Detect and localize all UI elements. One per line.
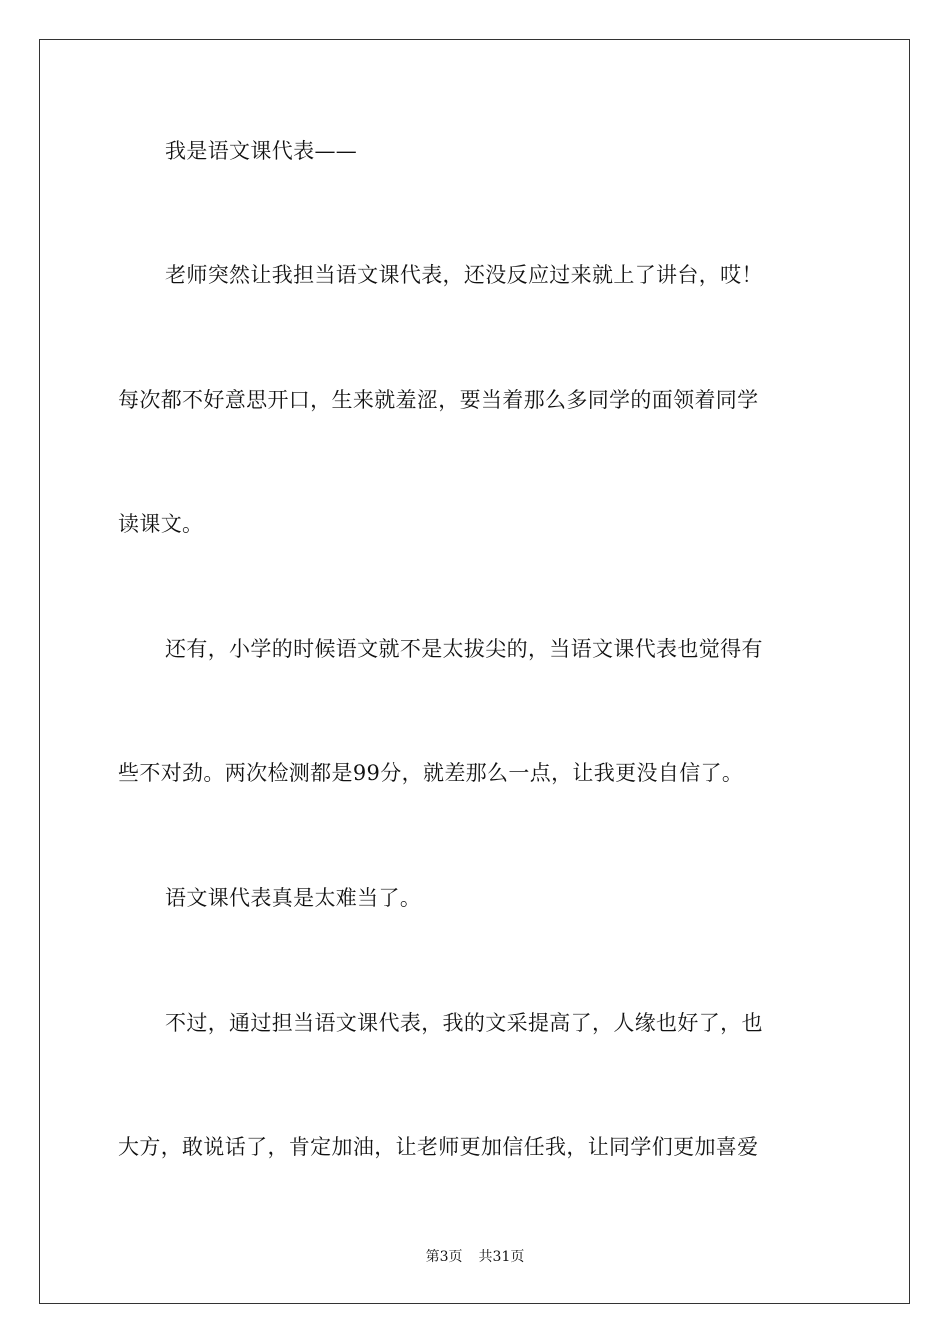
- page-border: [39, 39, 910, 1304]
- text-line-8: 不过，通过担当语文课代表，我的文采提高了，人缘也好了，也: [165, 1011, 763, 1035]
- text-line-1: 我是语文课代表——: [165, 139, 358, 163]
- page-total: 共31页: [478, 1249, 525, 1265]
- page-number: 第3页: [425, 1249, 463, 1265]
- text-line-3: 每次都不好意思开口，生来就羞涩，要当着那么多同学的面领着同学: [118, 388, 759, 412]
- text-line-5: 还有，小学的时候语文就不是太拔尖的，当语文课代表也觉得有: [165, 637, 763, 661]
- text-line-2: 老师突然让我担当语文课代表，还没反应过来就上了讲台，哎！: [165, 263, 763, 287]
- text-line-9: 大方，敢说话了，肯定加油，让老师更加信任我，让同学们更加喜爱: [118, 1135, 759, 1159]
- text-line-7: 语文课代表真是太难当了。: [165, 886, 422, 910]
- text-line-6: 些不对劲。两次检测都是99分，就差那么一点，让我更没自信了。: [118, 761, 744, 785]
- text-line-4: 读课文。: [118, 512, 204, 536]
- page-footer: [0, 1248, 950, 1266]
